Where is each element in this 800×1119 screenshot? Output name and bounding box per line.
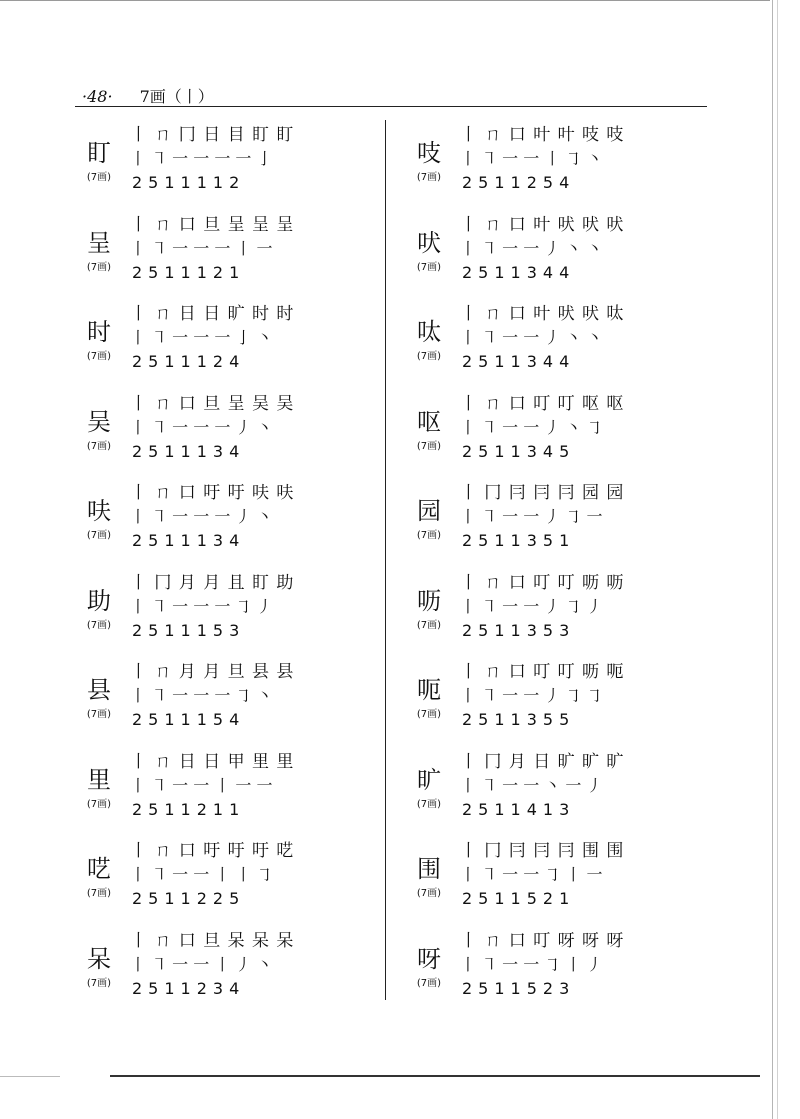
- character-entry: [406, 480, 636, 570]
- stroke-shapes: 丨 ㇕ 一 一 丨 丿 丶: [130, 954, 273, 974]
- entry-character: 里: [87, 765, 111, 794]
- character-entry: [76, 659, 306, 749]
- entry-character: 园: [417, 497, 441, 525]
- character-entry: [406, 570, 636, 660]
- stroke-code: 2511344: [462, 262, 576, 282]
- section-title: 7画（丨）: [139, 87, 214, 106]
- stroke-count-tag: (7画): [86, 172, 112, 183]
- character-entry: [76, 570, 306, 660]
- stroke-shapes: 丨 ㇕ 一 一 一 亅 丶: [130, 328, 273, 347]
- entry-character: 呋: [87, 497, 111, 525]
- entry-character: 呆: [87, 944, 111, 973]
- stroke-shapes: 丨 ㇕ 一 一 丨 ㇆ 丶: [460, 149, 603, 168]
- stroke-shapes: 丨 ㇕ 一 一 一 一 亅: [130, 149, 273, 168]
- stroke-code: 2511351: [462, 531, 576, 550]
- character-entry: [76, 212, 306, 302]
- left-column: [76, 122, 306, 1017]
- entry-character: 旷: [417, 765, 441, 794]
- stroke-sequence: 丨 ㄇ 口 旦 呈 呈 呈: [130, 214, 295, 235]
- stroke-sequence: 丨 ㄇ 口 叮 呀 呀 呀: [460, 930, 625, 951]
- stroke-code: 2511121: [132, 262, 246, 282]
- scan-edge-right-inner: [777, 0, 778, 1119]
- stroke-sequence: 丨 ㄇ 冂 日 目 盯 盯: [130, 125, 295, 145]
- stroke-shapes: 丨 ㇕ 一 一 丶 一 丿: [460, 775, 603, 795]
- stroke-shapes: 丨 ㇕ 一 一 丿 丶 ㇆: [460, 417, 603, 437]
- stroke-count-tag: (7画): [86, 709, 112, 720]
- entry-character: 呈: [87, 228, 111, 257]
- stroke-count-tag: (7画): [86, 440, 112, 452]
- entry-character: 盯: [87, 139, 111, 167]
- entry-character: 呓: [87, 855, 111, 883]
- stroke-count-tag: (7画): [416, 261, 442, 273]
- stroke-code: 2511353: [462, 620, 576, 640]
- stroke-sequence: 丨 冂 冃 冃 冃 围 围: [460, 841, 625, 861]
- stroke-count-tag: (7画): [416, 172, 442, 183]
- character-entry: [76, 838, 306, 928]
- entry-character: 县: [87, 676, 111, 704]
- stroke-code: 2511234: [132, 978, 246, 998]
- stroke-shapes: 丨 ㇕ 一 一 丨 丨 ㇆: [130, 865, 273, 884]
- stroke-shapes: 丨 ㇕ 一 一 一 ㇆ 丶: [130, 686, 273, 705]
- stroke-count-tag: (7画): [416, 351, 442, 362]
- stroke-sequence: 丨 ㄇ 口 叶 吠 吠 吠: [460, 214, 625, 235]
- entry-character: 呔: [417, 318, 441, 346]
- character-entry: [406, 749, 636, 839]
- stroke-sequence: 丨 ㄇ 月 月 旦 县 县: [130, 662, 295, 682]
- stroke-code: 2511355: [462, 710, 576, 729]
- stroke-code: 2511153: [132, 620, 246, 640]
- stroke-code: 2511134: [132, 531, 246, 550]
- stroke-code: 2511521: [462, 889, 576, 908]
- stroke-code: 2511154: [132, 710, 246, 729]
- stroke-count-tag: (7画): [416, 619, 442, 631]
- stroke-sequence: 丨 ㄇ 口 旦 呆 呆 呆: [130, 930, 295, 951]
- bottom-rule: [110, 1075, 760, 1077]
- stroke-shapes: 丨 ㇕ 一 一 丿 ㇆ ㇆: [460, 686, 603, 705]
- stroke-code: 2511124: [132, 352, 246, 371]
- page-number: ·48·: [82, 87, 113, 106]
- stroke-count-tag: (7画): [86, 530, 112, 541]
- entry-character: 呀: [417, 944, 441, 973]
- stroke-sequence: 丨 冂 月 月 且 盯 助: [130, 572, 295, 593]
- stroke-count-tag: (7画): [416, 440, 442, 452]
- stroke-code: 2511134: [132, 441, 246, 461]
- entry-character: 吴: [87, 407, 111, 436]
- header-rule: [75, 106, 707, 107]
- character-entry: [76, 391, 306, 481]
- stroke-shapes: 丨 ㇕ 一 一 丿 ㇆ 丿: [460, 596, 603, 616]
- stroke-shapes: 丨 ㇕ 一 一 ㇆ 丨 丿: [460, 954, 603, 974]
- character-entry: [406, 659, 636, 749]
- stroke-sequence: 丨 ㄇ 日 日 旷 时 时: [130, 304, 295, 324]
- character-entry: [76, 480, 306, 570]
- entry-character: 呕: [417, 407, 441, 436]
- stroke-count-tag: (7画): [86, 619, 112, 631]
- stroke-count-tag: (7画): [416, 888, 442, 899]
- entry-character: 呖: [417, 586, 441, 615]
- stroke-shapes: 丨 ㇕ 一 一 丿 丶 丶: [460, 328, 603, 347]
- right-column: [406, 122, 636, 1017]
- stroke-shapes: 丨 ㇕ 一 一 ㇆ 丨 一: [460, 865, 603, 884]
- entry-character: 吱: [417, 139, 441, 167]
- character-entry: [76, 122, 306, 212]
- stroke-shapes: 丨 ㇕ 一 一 丨 一 一: [130, 775, 273, 795]
- entry-character: 时: [87, 318, 111, 346]
- stroke-count-tag: (7画): [416, 798, 442, 810]
- stroke-code: 2511112: [132, 173, 246, 192]
- stroke-code: 2511345: [462, 441, 576, 461]
- stroke-count-tag: (7画): [416, 530, 442, 541]
- stroke-shapes: 丨 ㇕ 一 一 一 丿 丶: [130, 417, 273, 437]
- entry-character: 助: [87, 586, 111, 615]
- stroke-shapes: 丨 ㇕ 一 一 一 丨 一: [130, 238, 273, 258]
- stroke-code: 2511413: [462, 799, 576, 819]
- stroke-count-tag: (7画): [86, 261, 112, 273]
- character-entry: [406, 391, 636, 481]
- stroke-sequence: 丨 ㄇ 口 叶 吠 吠 呔: [460, 304, 625, 324]
- stroke-count-tag: (7画): [416, 977, 442, 989]
- entry-character: 围: [417, 855, 441, 883]
- stroke-sequence: 丨 ㄇ 口 旦 呈 吴 吴: [130, 393, 295, 414]
- stroke-sequence: 丨 ㄇ 口 叮 叮 呖 呖: [460, 572, 625, 593]
- stroke-code: 2511523: [462, 978, 576, 998]
- character-entry: [76, 928, 306, 1018]
- stroke-count-tag: (7画): [416, 709, 442, 720]
- scan-edge-top: [0, 0, 770, 1]
- stroke-sequence: 丨 ㄇ 口 吁 吁 呋 呋: [130, 483, 295, 503]
- stroke-sequence: 丨 ㄇ 日 日 甲 里 里: [130, 751, 295, 772]
- stroke-shapes: 丨 ㇕ 一 一 一 丿 丶: [130, 507, 273, 526]
- stroke-count-tag: (7画): [86, 798, 112, 810]
- scan-bottom-edge: [0, 1076, 60, 1077]
- character-entry: [76, 301, 306, 391]
- stroke-count-tag: (7画): [86, 351, 112, 362]
- stroke-code: 2511211: [132, 799, 246, 819]
- character-entry: [406, 122, 636, 212]
- character-entry: [406, 928, 636, 1018]
- scan-edge-right: [772, 0, 773, 1119]
- stroke-shapes: 丨 ㇕ 一 一 丿 ㇆ 一: [460, 507, 603, 526]
- stroke-sequence: 丨 ㄇ 口 叮 叮 呕 呕: [460, 393, 625, 414]
- stroke-sequence: 丨 ㄇ 口 叮 叮 呖 呃: [460, 662, 625, 682]
- stroke-count-tag: (7画): [86, 888, 112, 899]
- stroke-count-tag: (7画): [86, 977, 112, 989]
- stroke-code: 2511225: [132, 889, 246, 908]
- entry-character: 吠: [417, 228, 441, 257]
- stroke-shapes: 丨 ㇕ 一 一 丿 丶 丶: [460, 238, 603, 258]
- page-header: [82, 84, 214, 107]
- column-divider: [385, 120, 386, 1000]
- stroke-sequence: 丨 ㄇ 口 叶 叶 吱 吱: [460, 125, 625, 145]
- character-entry: [406, 838, 636, 928]
- stroke-sequence: 丨 ㄇ 口 吁 吁 吁 呓: [130, 841, 295, 861]
- entry-character: 呃: [417, 676, 441, 704]
- stroke-code: 2511344: [462, 352, 576, 371]
- stroke-code: 2511254: [462, 173, 576, 192]
- character-entry: [406, 301, 636, 391]
- stroke-sequence: 丨 冂 冃 冃 冃 园 园: [460, 483, 625, 503]
- character-entry: [76, 749, 306, 839]
- stroke-sequence: 丨 冂 月 日 旷 旷 旷: [460, 751, 625, 772]
- character-entry: [406, 212, 636, 302]
- stroke-shapes: 丨 ㇕ 一 一 一 ㇆ 丿: [130, 596, 273, 616]
